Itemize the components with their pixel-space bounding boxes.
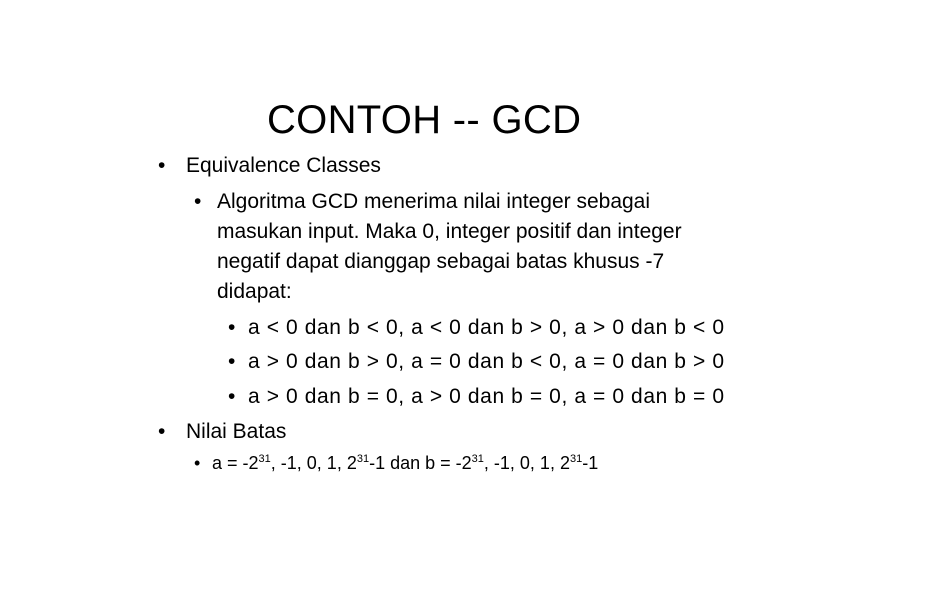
- exponent: 31: [356, 453, 370, 465]
- boundary-text: , -1, 0, 1, 2: [483, 453, 570, 473]
- bullet-dot: •: [194, 190, 202, 213]
- condition-item-2: a > 0 dan b > 0, a = 0 dan b < 0, a = 0 dan b > 0: [248, 350, 725, 373]
- paragraph-line-3: negatif dapat dianggap sebagai batas khusus -7: [217, 250, 665, 273]
- bullet-dot: •: [158, 154, 166, 177]
- boundary-text: -1: [582, 453, 599, 473]
- condition-item-3: a > 0 dan b = 0, a > 0 dan b = 0, a = 0 dan b = 0: [248, 385, 725, 408]
- bullet-dot: •: [228, 316, 236, 339]
- boundary-values: [212, 452, 598, 474]
- exponent: 31: [471, 453, 484, 465]
- bullet-dot: •: [228, 385, 236, 408]
- bullet-equivalence-classes: Equivalence Classes: [186, 154, 381, 177]
- boundary-text: -1 dan b = -2: [369, 453, 472, 473]
- paragraph-line-2: masukan input. Maka 0, integer positif dan integer: [217, 220, 682, 243]
- boundary-text: , -1, 0, 1, 2: [270, 453, 357, 473]
- exponent: 31: [569, 453, 583, 465]
- slide-title: CONTOH -- GCD: [267, 98, 582, 142]
- boundary-text: a = -2: [212, 453, 259, 473]
- exponent: 31: [258, 453, 271, 465]
- bullet-dot: •: [158, 420, 166, 443]
- condition-item-1: a < 0 dan b < 0, a < 0 dan b > 0, a > 0 dan b < 0: [248, 316, 725, 339]
- paragraph-line-4: didapat:: [217, 280, 292, 303]
- bullet-dot: •: [228, 350, 236, 373]
- paragraph-line-1: Algoritma GCD menerima nilai integer sebagai: [217, 190, 651, 213]
- bullet-nilai-batas: Nilai Batas: [186, 420, 287, 443]
- bullet-dot: •: [194, 453, 201, 473]
